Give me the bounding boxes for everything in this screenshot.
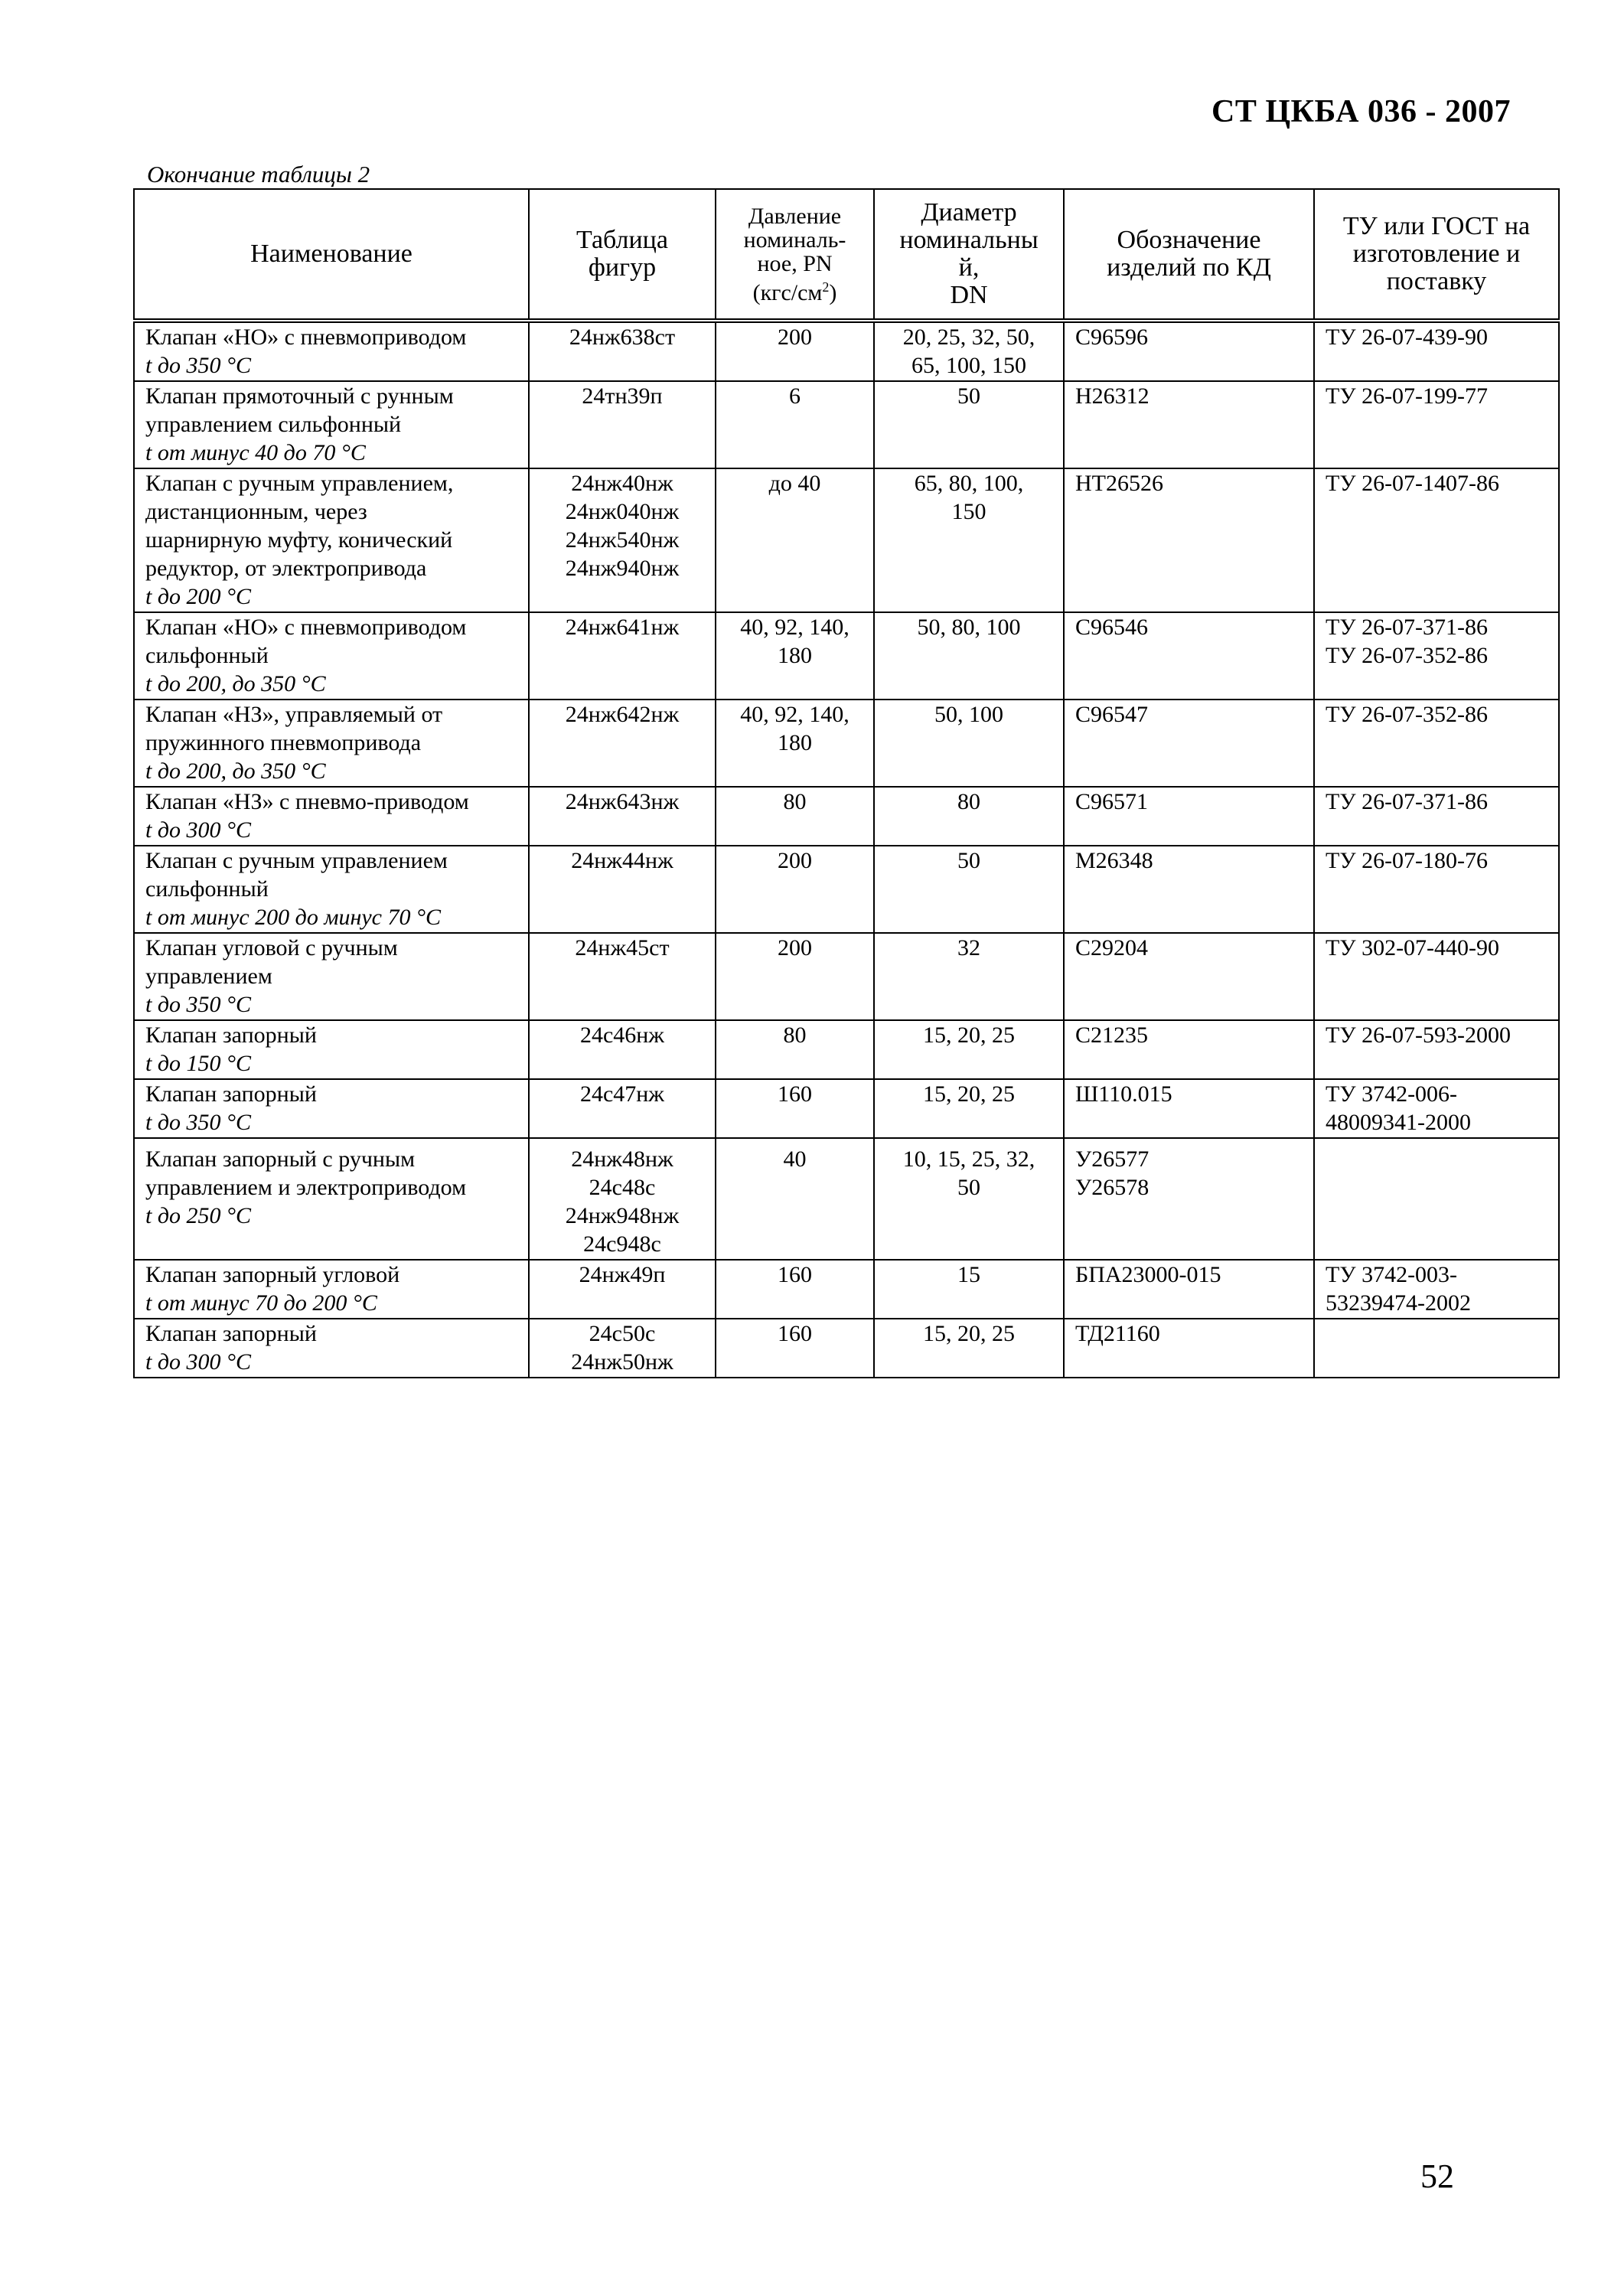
cell-diameter: 50, 80, 100	[874, 612, 1064, 700]
cell-spec: ТУ 26-07-199-77	[1314, 381, 1559, 468]
cell-spec: ТУ 26-07-1407-86	[1314, 468, 1559, 612]
table-row	[134, 1079, 1559, 1138]
cell-name: Клапан с ручным управлением сильфонный t от минус 200 до минус 70 °С	[134, 846, 529, 933]
cell-designation: ТД21160	[1064, 1319, 1314, 1378]
table-header-row	[134, 189, 1559, 321]
temperature-range: t до 200, до 350 °С	[145, 758, 326, 784]
table-row	[134, 1260, 1559, 1319]
temperature-range: t от минус 70 до 200 °С	[145, 1290, 377, 1316]
cell-diameter: 10, 15, 25, 32, 50	[874, 1138, 1064, 1260]
cell-name: Клапан прямоточный с рунным управлением сильфонный t от минус 40 до 70 °С	[134, 381, 529, 468]
table-caption: Окончание таблицы 2	[147, 161, 370, 188]
cell-designation: С21235	[1064, 1020, 1314, 1079]
cell-name: Клапан запорный t до 300 °С	[134, 1319, 529, 1378]
cell-pressure: 160	[716, 1260, 874, 1319]
cell-figures: 24нж49п	[529, 1260, 716, 1319]
col-header-name: Наименование	[134, 189, 529, 321]
table-row	[134, 933, 1559, 1020]
cell-figures: 24с50с 24нж50нж	[529, 1319, 716, 1378]
temperature-range: t до 350 °С	[145, 1110, 252, 1135]
temperature-range: t до 150 °С	[145, 1051, 252, 1076]
cell-diameter: 65, 80, 100, 150	[874, 468, 1064, 612]
cell-diameter: 15, 20, 25	[874, 1319, 1064, 1378]
table-row	[134, 1319, 1559, 1378]
cell-spec	[1314, 1319, 1559, 1378]
cell-diameter: 15, 20, 25	[874, 1079, 1064, 1138]
cell-name: Клапан запорный угловой t от минус 70 до 200 °С	[134, 1260, 529, 1319]
cell-spec: ТУ 26-07-439-90	[1314, 321, 1559, 381]
col-header-designation: Обозначение изделий по КД	[1064, 189, 1314, 321]
cell-spec: ТУ 26-07-352-86	[1314, 700, 1559, 787]
cell-spec: ТУ 26-07-371-86 ТУ 26-07-352-86	[1314, 612, 1559, 700]
cell-designation: С96546	[1064, 612, 1314, 700]
table-row	[134, 468, 1559, 612]
cell-figures: 24нж641нж	[529, 612, 716, 700]
col-header-pressure: Давление номиналь- ное, PN $(кгс/см^2)$	[716, 189, 874, 321]
cell-figures: 24тн39п	[529, 381, 716, 468]
cell-spec: ТУ 26-07-180-76	[1314, 846, 1559, 933]
cell-name: Клапан «НЗ», управляемый от пружинного пневмопривода t до 200, до 350 °С	[134, 700, 529, 787]
cell-designation: М26348	[1064, 846, 1314, 933]
cell-diameter: 50	[874, 846, 1064, 933]
cell-diameter: 50, 100	[874, 700, 1064, 787]
cell-pressure: 200	[716, 846, 874, 933]
table-body	[134, 321, 1559, 1378]
cell-diameter: 80	[874, 787, 1064, 846]
cell-pressure: 80	[716, 1020, 874, 1079]
cell-designation: Ш110.015	[1064, 1079, 1314, 1138]
cell-name: Клапан угловой с ручным управлением t до 350 °С	[134, 933, 529, 1020]
cell-name: Клапан «НО» с пневмоприводом сильфонный t до 200, до 350 °С	[134, 612, 529, 700]
cell-pressure: 160	[716, 1319, 874, 1378]
cell-pressure: 40, 92, 140, 180	[716, 700, 874, 787]
cell-figures: 24нж643нж	[529, 787, 716, 846]
table-row	[134, 381, 1559, 468]
cell-name: Клапан «НО» с пневмоприводом t до 350 °С	[134, 321, 529, 381]
cell-spec: ТУ 302-07-440-90	[1314, 933, 1559, 1020]
table-row	[134, 321, 1559, 381]
cell-pressure: 40, 92, 140, 180	[716, 612, 874, 700]
cell-diameter: 20, 25, 32, 50, 65, 100, 150	[874, 321, 1064, 381]
cell-pressure: до 40	[716, 468, 874, 612]
temperature-range: t от минус 200 до минус 70 °С	[145, 905, 442, 930]
cell-name: Клапан запорный с ручным управлением и электроприводом t до 250 °С	[134, 1138, 529, 1260]
cell-name: Клапан запорный t до 350 °С	[134, 1079, 529, 1138]
cell-figures: 24с46нж	[529, 1020, 716, 1079]
cell-pressure: 6	[716, 381, 874, 468]
cell-name: Клапан «НЗ» с пневмо-приводом t до 300 °С	[134, 787, 529, 846]
cell-spec: ТУ 3742-006- 48009341-2000	[1314, 1079, 1559, 1138]
cell-diameter: 15, 20, 25	[874, 1020, 1064, 1079]
col-header-figure-table: Таблица фигур	[529, 189, 716, 321]
cell-pressure: 160	[716, 1079, 874, 1138]
cell-name: Клапан запорный t до 150 °С	[134, 1020, 529, 1079]
cell-figures: 24нж44нж	[529, 846, 716, 933]
cell-designation: С96571	[1064, 787, 1314, 846]
cell-spec: ТУ 3742-003- 53239474-2002	[1314, 1260, 1559, 1319]
col-header-diameter: Диаметр номинальны й, DN	[874, 189, 1064, 321]
valve-spec-table	[133, 188, 1560, 1378]
temperature-range: t до 300 °С	[145, 817, 252, 843]
cell-spec: ТУ 26-07-371-86	[1314, 787, 1559, 846]
cell-designation: У26577 У26578	[1064, 1138, 1314, 1260]
table-row	[134, 612, 1559, 700]
cell-diameter: 32	[874, 933, 1064, 1020]
cell-designation: С96547	[1064, 700, 1314, 787]
cell-name: Клапан с ручным управлением, дистанционным, через шарнирную муфту, конический редуктор, от электропривода t до 200 °С	[134, 468, 529, 612]
cell-designation: С96596	[1064, 321, 1314, 381]
page-number: 52	[1420, 2157, 1454, 2195]
document-code: СТ ЦКБА 036 - 2007	[1211, 94, 1511, 129]
table-row	[134, 1138, 1559, 1260]
cell-figures: 24нж638ст	[529, 321, 716, 381]
temperature-range: t до 200, до 350 °С	[145, 671, 326, 696]
table-row	[134, 1020, 1559, 1079]
cell-designation: БПА23000-015	[1064, 1260, 1314, 1319]
table-row	[134, 846, 1559, 933]
temperature-range: t до 200 °С	[145, 584, 252, 609]
cell-designation: Н26312	[1064, 381, 1314, 468]
table-row	[134, 787, 1559, 846]
table-row	[134, 700, 1559, 787]
cell-pressure: 40	[716, 1138, 874, 1260]
cell-diameter: 15	[874, 1260, 1064, 1319]
temperature-range: t до 350 °С	[145, 353, 252, 378]
cell-pressure: 80	[716, 787, 874, 846]
cell-designation: С29204	[1064, 933, 1314, 1020]
cell-pressure: 200	[716, 321, 874, 381]
cell-figures: 24нж48нж 24с48с 24нж948нж 24с948с	[529, 1138, 716, 1260]
cell-figures: 24нж40нж 24нж040нж 24нж540нж 24нж940нж	[529, 468, 716, 612]
temperature-range: t до 300 °С	[145, 1349, 252, 1375]
cell-diameter: 50	[874, 381, 1064, 468]
cell-figures: 24нж642нж	[529, 700, 716, 787]
cell-spec	[1314, 1138, 1559, 1260]
cell-figures: 24с47нж	[529, 1079, 716, 1138]
col-header-spec: ТУ или ГОСТ на изготовление и поставку	[1314, 189, 1559, 321]
temperature-range: t от минус 40 до 70 °С	[145, 440, 366, 465]
cell-spec: ТУ 26-07-593-2000	[1314, 1020, 1559, 1079]
cell-designation: НТ26526	[1064, 468, 1314, 612]
cell-figures: 24нж45ст	[529, 933, 716, 1020]
cell-pressure: 200	[716, 933, 874, 1020]
temperature-range: t до 350 °С	[145, 992, 252, 1017]
temperature-range: t до 250 °С	[145, 1203, 252, 1228]
